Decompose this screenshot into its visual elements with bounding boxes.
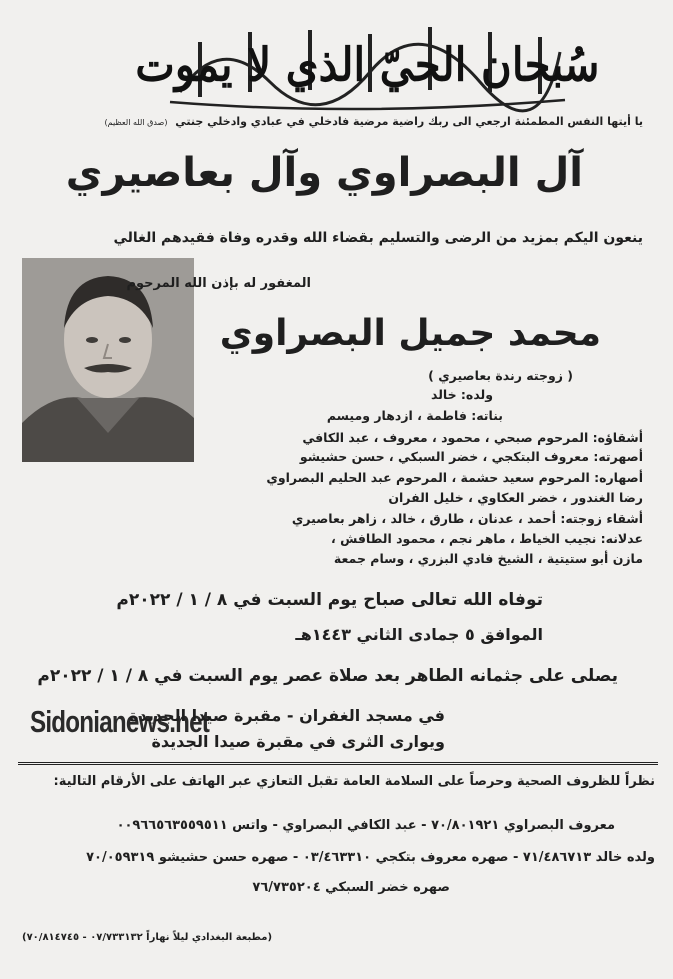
contacts-intro: نظراً للظروف الصحية وحرصاً على السلامة العامة تقبل التعازي عبر الهاتف على الأرقام التالية:: [53, 774, 655, 789]
list-item: أشقاء زوجته: أحمد ، عدنان ، طارق ، خالد ، زاهر بعاصيري: [291, 511, 643, 526]
families-title: آل البصراوي وآل بعاصيري: [65, 150, 583, 196]
divider: [18, 762, 658, 765]
list-item: أشقاؤه: المرحوم صبحي ، محمود ، معروف ، عبد الكافي: [302, 430, 643, 445]
calligraphy-text: سُبحان الحيّ الذي لا يموت: [135, 37, 600, 92]
quran-verse: [43, 115, 643, 128]
contact-line: معروف البصراوي ٧٠/٨٠١٩٢١ - عبد الكافي البصراوي - واتس ٠٠٩٦٦٥٦٣٥٥٩٥١١: [116, 818, 615, 833]
list-item: ( زوجته رندة بعاصيري ): [428, 368, 573, 383]
late-label: المغفور له بإذن الله المرحوم: [126, 276, 311, 291]
prayer-announcement: يصلى على جثمانه الطاهر بعد صلاة عصر يوم السبت في ٨ / ١ / ٢٠٢٢م: [37, 666, 618, 686]
verse-text: يا أيتها النفس المطمئنة ارجعي الى ربك راضية مرضية فادخلي في عبادي وادخلي جنتي: [175, 115, 643, 128]
mourning-line: ينعون اليكم بمزيد من الرضى والتسليم بقضاء الله وقدره وفاة فقيدهم الغالي: [113, 230, 643, 246]
list-item: ولده: خالد: [430, 387, 493, 402]
burial-location: ويوارى الثرى في مقبرة صيدا الجديدة: [151, 732, 445, 751]
list-item: مازن أبو ستيتية ، الشيخ فادي البزري ، وسام جمعة: [333, 551, 643, 566]
list-item: رضا الغندور ، خضر العكاوي ، خليل الفران: [388, 490, 643, 505]
death-date: توفاه الله تعالى صباح يوم السبت في ٨ / ١ / ٢٠٢٢م: [116, 590, 543, 610]
list-item: بناته: فاطمة ، ازدهار وميسم: [326, 408, 503, 423]
verse-reference: (صدق الله العظيم): [104, 118, 168, 127]
list-item: أصهاره: المرحوم سعيد حشمة ، المرحوم عبد الحليم البصراوي: [266, 470, 643, 485]
contact-line: صهره خضر السبكي ٧٦/٧٣٥٢٠٤: [252, 880, 450, 895]
calligraphy-header: [135, 12, 600, 117]
hijri-date: الموافق ٥ جمادى الثاني ١٤٤٣هـ: [295, 625, 543, 644]
printer-credit: (مطبعة البغدادي ليلاً نهاراً ٠٧/٧٣٣١٣٢ - ٧٠/٨١٤٧٤٥): [22, 932, 273, 943]
mosque-location: في مسجد الغفران - مقبرة صيدا الجديدة: [129, 706, 445, 725]
list-item: عدلانه: نجيب الخياط ، ماهر نجم ، محمود الطافش ،: [330, 531, 643, 546]
list-item: أصهرته: معروف البتكجي ، خضر السبكي ، حسن حشيشو: [299, 449, 643, 464]
deceased-name: محمد جميل البصراوي: [219, 313, 601, 354]
contact-line: ولده خالد ٧١/٤٨٦٧١٣ - صهره معروف بتكجي ٠٣/٤٦٣٣١٠ - صهره حسن حشيشو ٧٠/٠٥٩٣١٩: [86, 850, 655, 865]
site-watermark: Sidonianews.net: [30, 704, 210, 739]
